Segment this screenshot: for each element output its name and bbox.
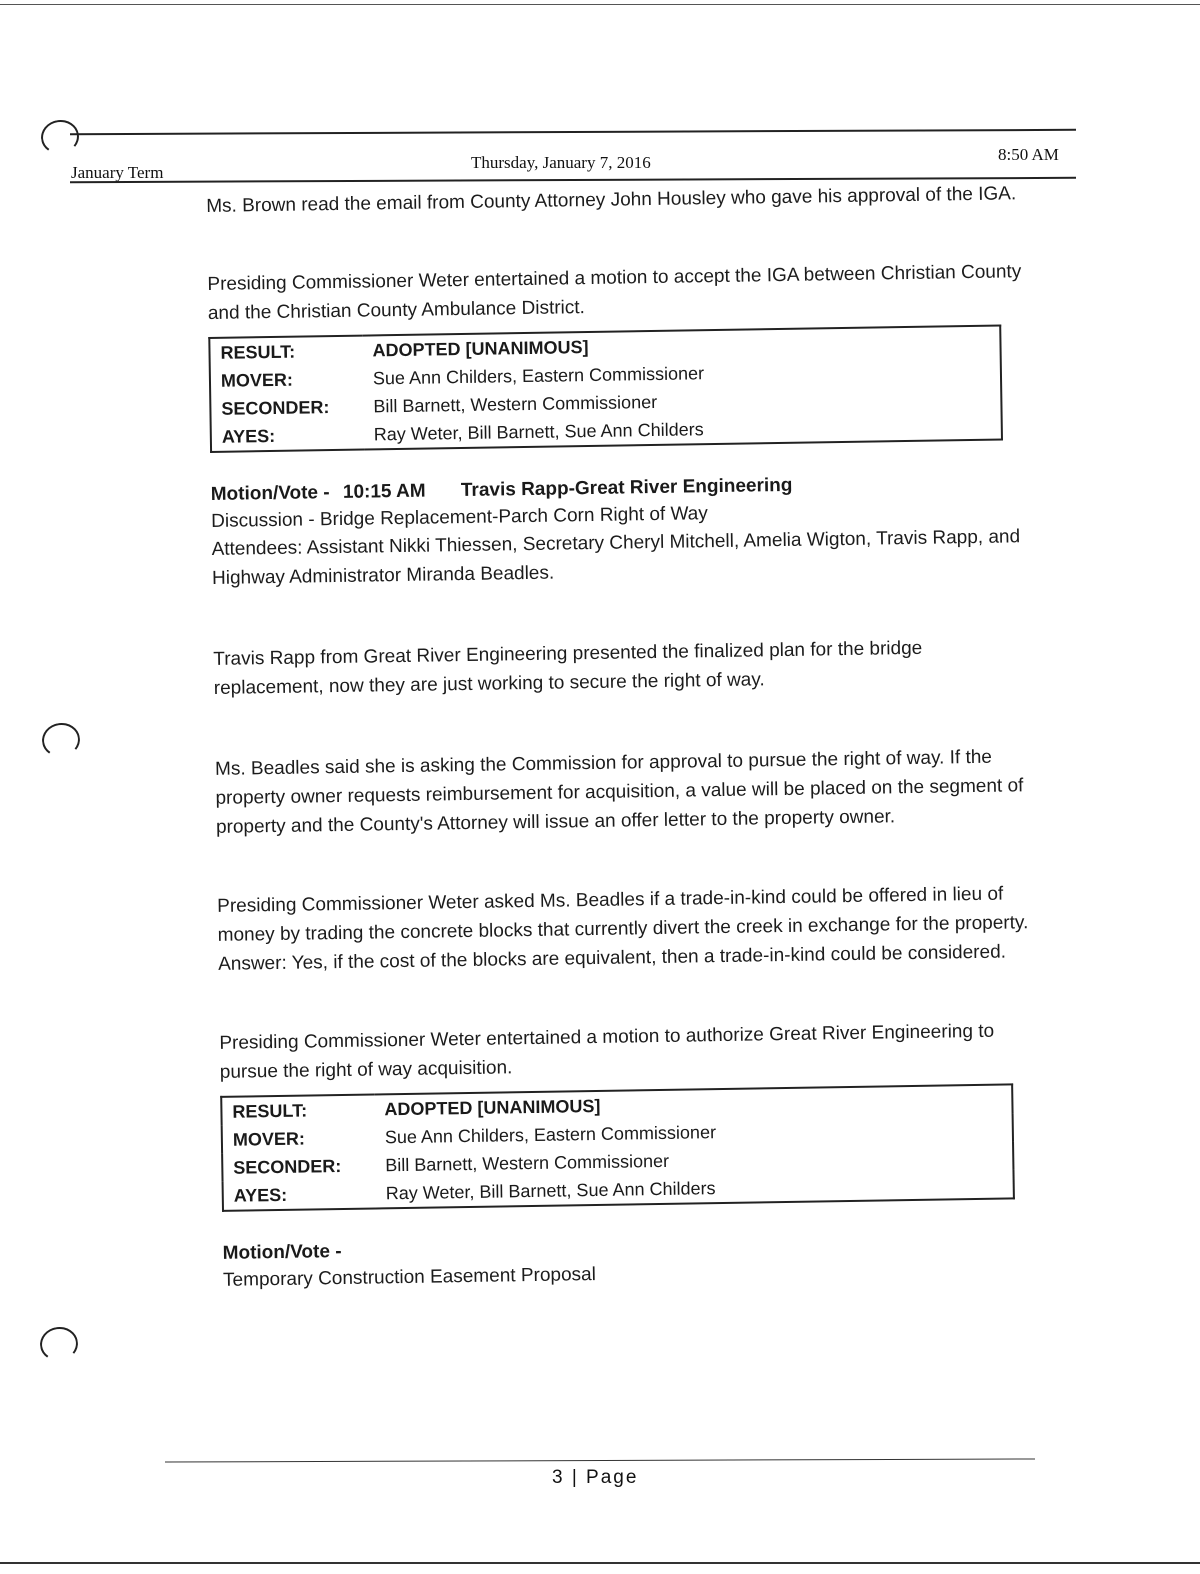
- vote-label-result: RESULT:: [232, 1100, 308, 1122]
- vote-label-seconder: SECONDER:: [221, 397, 330, 419]
- paragraph-trade-in-kind: Presiding Commissioner Weter asked Ms. Beadles if a trade-in-kind could be offered in lieu of money by trading the concrete blocks that currently divert the creek in exchange for the property. Answer: Yes, if the cost of the blocks are equivalent, then a trade-in-kind could be considered.: [217, 883, 1029, 975]
- page-number: 3 | Page: [552, 1467, 639, 1488]
- motion-attendees: Attendees: Assistant Nikki Thiessen, Secretary Cheryl Mitchell, Amelia Wigton, Travis Rapp, and Highway Administrator Miranda Beadles.: [211, 526, 1021, 589]
- vote-result: ADOPTED [UNANIMOUS]: [384, 1095, 601, 1120]
- header-time: 8:50 AM: [998, 145, 1059, 164]
- vote-label-mover: MOVER:: [232, 1128, 306, 1150]
- motion-time: 10:15 AM: [342, 480, 426, 503]
- vote-label-seconder: SECONDER:: [233, 1155, 342, 1178]
- vote-table-right-of-way: [220, 1083, 1015, 1211]
- header-date: Thursday, January 7, 2016: [471, 153, 651, 172]
- header-rule-top: [70, 129, 1076, 135]
- motion-section-bridge: [211, 468, 1033, 593]
- vote-mover: Sue Ann Childers, Eastern Commissioner: [372, 363, 705, 389]
- vote-label-ayes: AYES:: [221, 425, 276, 447]
- vote-ayes: Ray Weter, Bill Barnett, Sue Ann Childers: [373, 419, 704, 445]
- vote-table-iga: [208, 325, 1003, 453]
- paragraph-motion-iga: Presiding Commissioner Weter entertained a motion to accept the IGA between Christian County and the Christian County Ambulance District.: [207, 261, 1022, 324]
- vote-label-result: RESULT:: [220, 341, 296, 363]
- header-term: January Term: [71, 163, 164, 182]
- punch-hole-icon: [39, 118, 81, 157]
- vote-ayes: Ray Weter, Bill Barnett, Sue Ann Childers: [385, 1178, 716, 1204]
- footer-rule: [165, 1458, 1035, 1462]
- vote-seconder: Bill Barnett, Western Commissioner: [385, 1150, 670, 1176]
- motion-label: Motion/Vote -: [210, 482, 330, 505]
- vote-seconder: Bill Barnett, Western Commissioner: [373, 391, 658, 417]
- motion-topic: Travis Rapp-Great River Engineering: [460, 474, 793, 502]
- punch-hole-icon: [40, 721, 82, 760]
- motion-subject: Temporary Construction Easement Proposal: [222, 1264, 597, 1291]
- motion-discussion: Discussion - Bridge Replacement-Parch Corn Right of Way: [211, 503, 708, 532]
- paragraph-motion-authorize: Presiding Commissioner Weter entertained a motion to authorize Great River Engineering to pursue the right of way acquisition.: [219, 1020, 995, 1083]
- vote-label-ayes: AYES:: [233, 1184, 288, 1206]
- punch-hole-icon: [38, 1325, 80, 1364]
- paragraph-right-of-way: Ms. Beadles said she is asking the Commission for approval to pursue the right of way. If the property owner requests reimbursement for acquisition, a value will be placed on the segment of property and the County's Attorney will issue an offer letter to the property owner.: [214, 746, 1024, 838]
- vote-result: ADOPTED [UNANIMOUS]: [372, 337, 589, 361]
- paragraph-plan-presented: Travis Rapp from Great River Engineering presented the finalized plan for the bridge replacement, now they are just working to secure the right of way.: [213, 637, 923, 699]
- vote-label-mover: MOVER:: [220, 369, 294, 391]
- scan-top-edge: [0, 4, 1200, 5]
- scan-bottom-edge: [0, 1562, 1200, 1564]
- motion-heading: Motion/Vote -: [222, 1241, 342, 1264]
- minutes-body: [206, 179, 1043, 1294]
- vote-mover: Sue Ann Childers, Eastern Commissioner: [384, 1122, 717, 1148]
- paragraph-email-approval: Ms. Brown read the email from County Attorney John Housley who gave his approval of the IGA.: [206, 183, 1017, 217]
- motion-section-easement: [222, 1227, 1043, 1294]
